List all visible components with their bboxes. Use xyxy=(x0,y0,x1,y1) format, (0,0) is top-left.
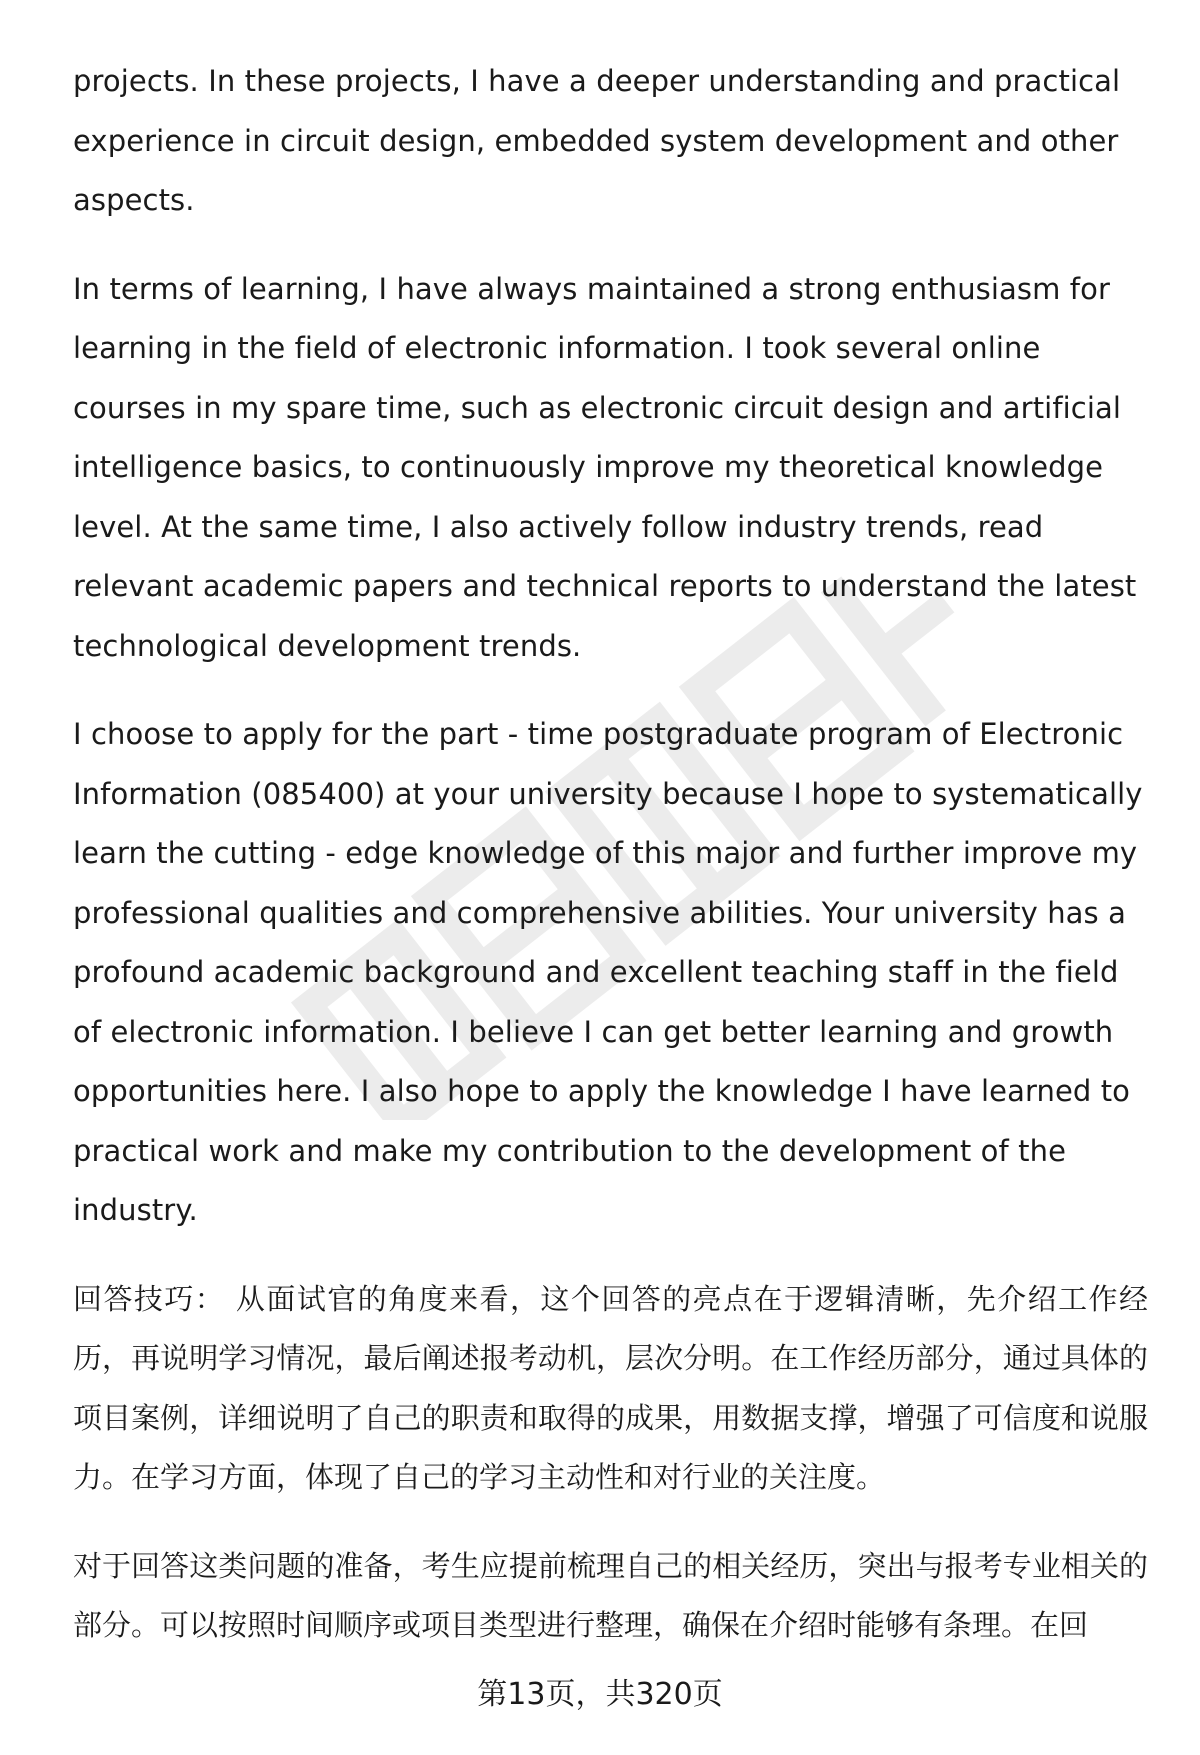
paragraph-motivation: I choose to apply for the part - time postgraduate program of Electronic Information (085400) at your university because I hope to systematically learn the cutting - edge knowledge of this major and further improve my professional qualities and comprehensive abilities. Your university has a profound academic background and excellent teaching staff in the field of electronic information. I believe I can get better learning and growth opportunities here. I also hope to apply the knowledge I have learned to practical work and make my contribution to the development of the industry. xyxy=(73,717,1143,1227)
paragraph-learning: In terms of learning, I have always maintained a strong enthusiasm for learning in the field of electronic information. I took several online courses in my spare time, such as electronic circuit design and artificial intelligence basics, to continuously improve my theoretical knowledge level. At the same time, I also actively follow industry trends, read relevant academic papers and technical reports to understand the latest technological development trends. xyxy=(73,271,1137,663)
paragraph-answer-tips: 回答技巧： 从面试官的角度来看，这个回答的亮点在于逻辑清晰，先介绍工作经历，再说明学习情况，最后阐述报考动机，层次分明。在工作经历部分，通过具体的项目案例，详细说明了自己的职责和取得的成果，用数据支撑，增强了可信度和说服力。在学习方面，体现了自己的学习主动性和对行业的关注度。 xyxy=(73,1281,1148,1494)
document-body xyxy=(73,52,1148,1685)
paragraph-preparation: 对于回答这类问题的准备，考生应提前梳理自己的相关经历，突出与报考专业相关的部分。可以按照时间顺序或项目类型进行整理，确保在介绍时能够有条理。在回 xyxy=(73,1548,1148,1642)
page-number: 第13页，共320页 xyxy=(477,1677,723,1712)
paragraph-work-experience-end: projects. In these projects, I have a deeper understanding and practical experience in circuit design, embedded system development and other aspects. xyxy=(73,64,1121,217)
